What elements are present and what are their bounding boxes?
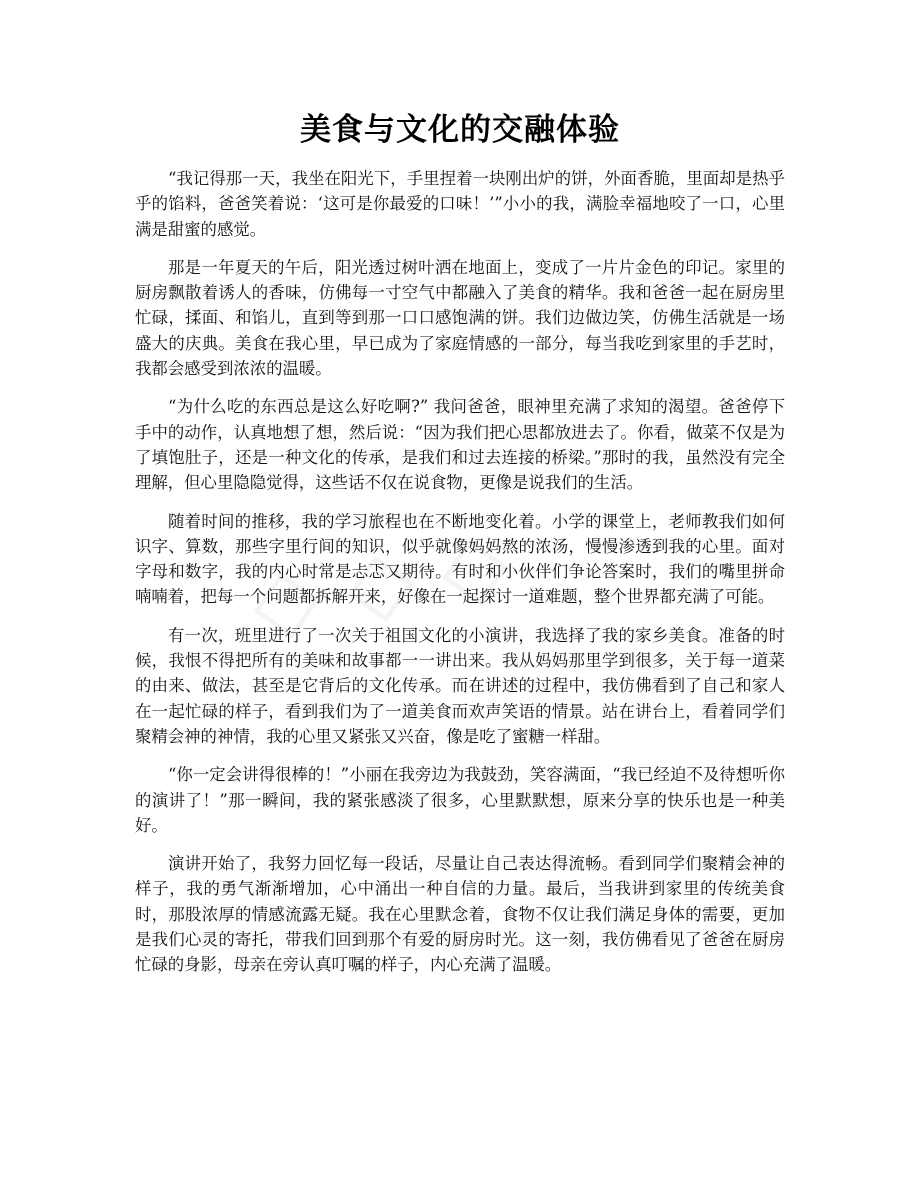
document-body (135, 166, 785, 991)
paragraph-4: 随着时间的推移，我的学习旅程也在不断地变化着。小学的课堂上，老师教我们如何识字、算数，那些字里行间的知识，似乎就像妈妈熬的浓汤，慢慢渗透到我的心里。面对字母和数字，我的内心时常是忐忑又期待。有时和小伙伴们争论答案时，我们的嘴里拼命喃喃着，把每一个问题都拆解开来，好像在一起探讨一道难题，整个世界都充满了可能。 (135, 511, 785, 607)
paragraph-6: “你一定会讲得很棒的！”小丽在我旁边为我鼓劲，笑容满面，“我已经迫不及待想听你的演讲了！”那一瞬间，我的紧张感淡了很多，心里默默想，原来分享的快乐也是一种美好。 (135, 765, 785, 835)
paragraph-7: 演讲开始了，我努力回忆每一段话，尽量让自己表达得流畅。看到同学们聚精会神的样子，我的勇气渐渐增加，心中涌出一种自信的力量。最后，当我讲到家里的传统美食时，那股浓厚的情感流露无疑。我在心里默念着，食物不仅让我们满足身体的需要，更加是我们心灵的寄托，带我们回到那个有爱的厨房时光。这一刻，我仿佛看见了爸爸在厨房忙碌的身影，母亲在旁认真叮嘱的样子，内心充满了温暖。 (135, 854, 785, 975)
paragraph-2: 那是一年夏天的午后，阳光透过树叶洒在地面上，变成了一片片金色的印记。家里的厨房飘散着诱人的香味，仿佛每一寸空气中都融入了美食的精华。我和爸爸一起在厨房里忙碌，揉面、和馅儿，直到等到那一口口感饱满的饼。我们边做边笑，仿佛生活就是一场盛大的庆典。美食在我心里，早已成为了家庭情感的一部分，每当我吃到家里的手艺时，我都会感受到浓浓的温暖。 (135, 257, 785, 379)
document-title: 美食与文化的交融体验 (300, 112, 620, 148)
paragraph-3: “为什么吃的东西总是这么好吃啊?” 我问爸爸，眼神里充满了求知的渴望。爸爸停下手中的动作，认真地想了想，然后说：“因为我们把心思都放进去了。你看，做菜不仅是为了填饱肚子，还是一种文化的传承，是我们和过去连接的桥梁。”那时的我，虽然没有完全理解，但心里隐隐觉得，这些话不仅在说食物，更像是说我们的生活。 (135, 397, 785, 493)
paragraph-1: “我记得那一天，我坐在阳光下，手里捏着一块刚出炉的饼，外面香脆，里面却是热乎乎的馅料，爸爸笑着说：‘这可是你最爱的口味！’”小小的我，满脸幸福地咬了一口，心里满是甜蜜的感觉。 (135, 169, 785, 239)
paragraph-5: 有一次，班里进行了一次关于祖国文化的小演讲，我选择了我的家乡美食。准备的时候，我恨不得把所有的美味和故事都一一讲出来。我从妈妈那里学到很多，关于每一道菜的由来、做法，甚至是它背后的文化传承。而在讲述的过程中，我仿佛看到了自己和家人在一起忙碌的样子，看到我们为了一道美食而欢声笑语的情景。站在讲台上，看着同学们聚精会神的神情，我的心里又紧张又兴奋，像是吃了蜜糖一样甜。 (135, 625, 785, 746)
